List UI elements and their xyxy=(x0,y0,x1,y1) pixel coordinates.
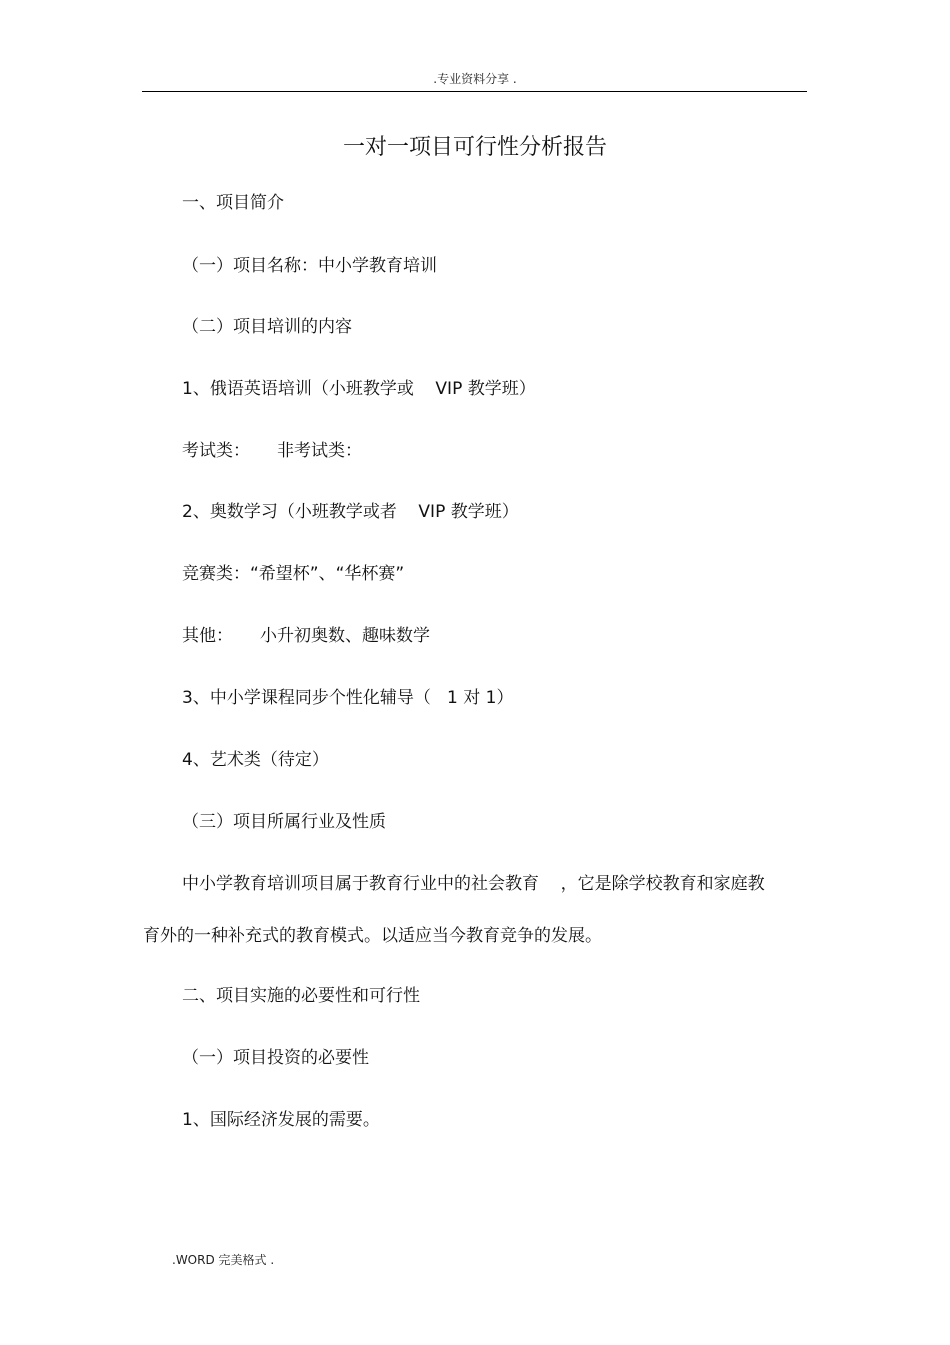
item-other: 其他： 小升初奥数、趣味数学 xyxy=(182,626,431,646)
section-heading-1: 一、项目简介 xyxy=(182,193,284,213)
item-arts: 4、艺术类（待定） xyxy=(182,750,329,770)
item-economic-development: 1、国际经济发展的需要。 xyxy=(182,1110,380,1130)
item-language-training: 1、俄语英语培训（小班教学或 VIP 教学班） xyxy=(182,379,536,399)
paragraph-line: 中小学教育培训项目属于教育行业中的社会教育 ，它是除学校教育和家庭教 xyxy=(182,874,765,894)
item-competitions: 竞赛类：“希望杯”、“华杯赛” xyxy=(182,564,405,584)
header-text: .专业资料分享 . xyxy=(433,72,517,86)
section-heading-2: 二、项目实施的必要性和可行性 xyxy=(182,986,420,1006)
subsection-training-content: （二）项目培训的内容 xyxy=(182,317,352,337)
item-tutoring: 3、中小学课程同步个性化辅导（ 1 对 1） xyxy=(182,688,514,708)
subsection-investment-necessity: （一）项目投资的必要性 xyxy=(182,1048,369,1068)
body-paragraph xyxy=(143,873,803,977)
subsection-project-name: （一）项目名称：中小学教育培训 xyxy=(182,256,437,276)
item-exam-categories: 考试类： 非考试类： xyxy=(182,441,363,461)
document-title: 一对一项目可行性分析报告 xyxy=(342,135,607,160)
header-divider xyxy=(142,91,807,92)
paragraph-line: 育外的一种补充式的教育模式。以适应当今教育竞争的发展。 xyxy=(143,926,602,946)
item-olympiad-math: 2、奥数学习（小班教学或者 VIP 教学班） xyxy=(182,502,519,522)
page-footer: .WORD 完美格式 . xyxy=(172,1253,275,1267)
subsection-industry-nature: （三）项目所属行业及性质 xyxy=(182,812,386,832)
